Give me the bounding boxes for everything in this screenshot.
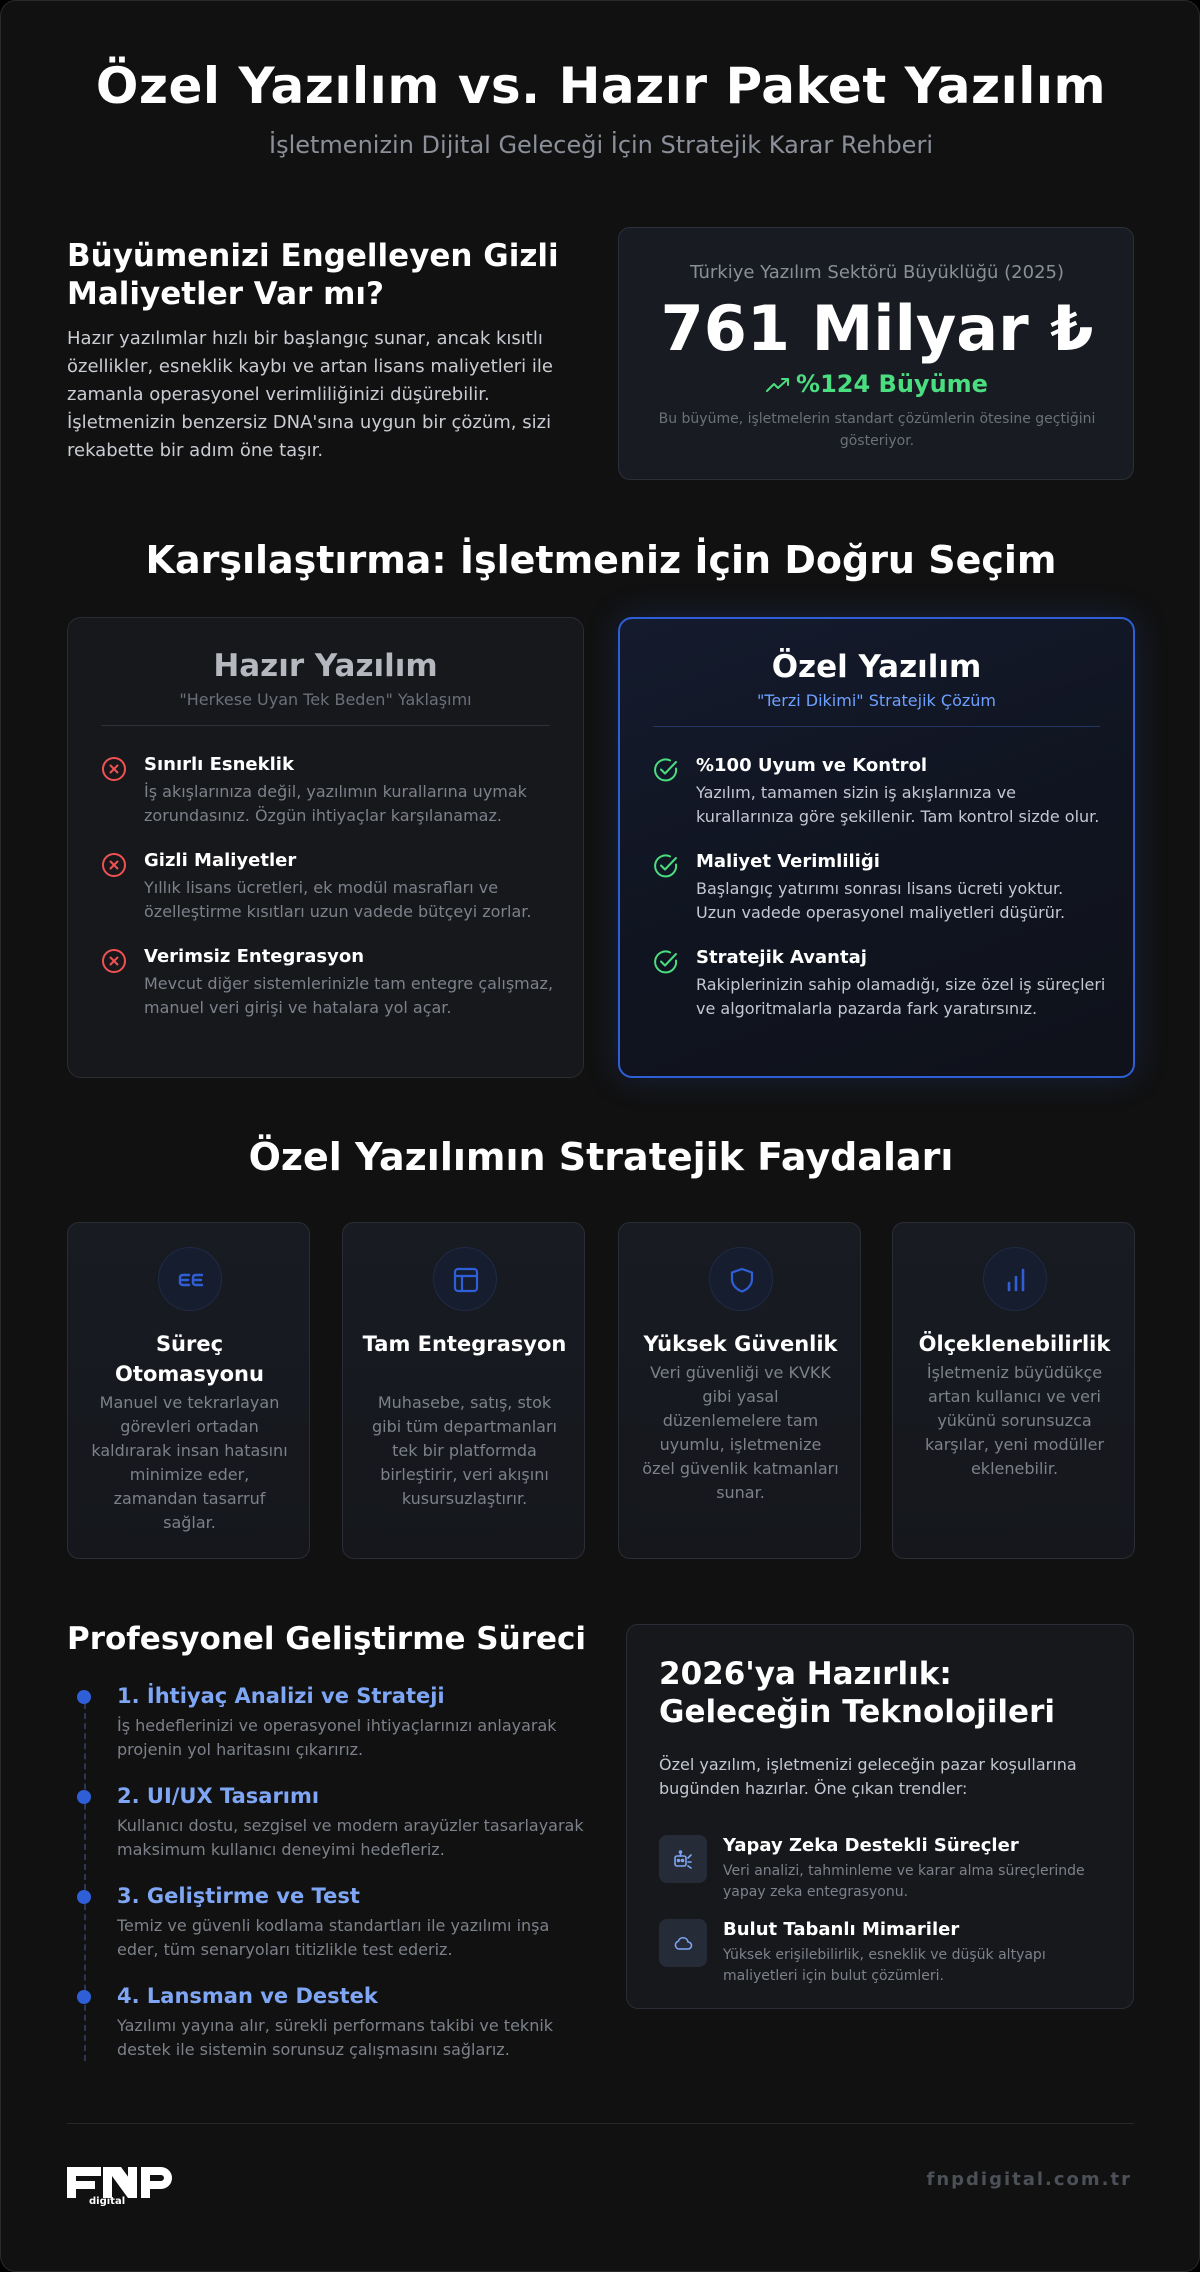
benefit-title: Süreç Otomasyonu xyxy=(115,1332,264,1386)
future-tech-card xyxy=(626,1624,1134,2009)
benefit-icon-badge xyxy=(983,1247,1047,1311)
benefit-icon-badge xyxy=(709,1247,773,1311)
benefit-icon-badge xyxy=(158,1247,222,1311)
future-item-icon-badge xyxy=(659,1835,707,1883)
benefit-title: Ölçeklenebilirlik xyxy=(918,1332,1111,1356)
timeline-dot xyxy=(77,1790,91,1804)
future-item-title: Yapay Zeka Destekli Süreçler xyxy=(723,1835,1019,1856)
process-step-desc: İş hedeflerinizi ve operasyonel ihtiyaçlarınızı anlayarak projenin yol haritasını çıkarırız. xyxy=(117,1716,557,1759)
benefit-card xyxy=(342,1222,585,1559)
market-stat-card xyxy=(618,227,1134,480)
layout-icon xyxy=(452,1266,480,1294)
ready-card-subtitle: "Herkese Uyan Tek Beden" Yaklaşımı xyxy=(179,690,472,709)
comparison-title: Karşılaştırma: İşletmeniz İçin Doğru Seçim xyxy=(145,538,1057,582)
benefit-desc: Manuel ve tekrarlayan görevleri ortadan kaldırarak insan hatasını minimize eder, zamandan tasarruf sağlar. xyxy=(91,1393,288,1532)
automation-icon xyxy=(177,1266,205,1294)
benefit-title: Tam Entegrasyon xyxy=(362,1332,567,1356)
x-circle-icon xyxy=(101,948,127,974)
ready-item-title: Verimsiz Entegrasyon xyxy=(144,946,365,967)
future-item-title: Bulut Tabanlı Mimariler xyxy=(723,1919,960,1940)
benefit-card xyxy=(892,1222,1135,1559)
custom-software-card xyxy=(618,617,1135,1078)
future-title: 2026'ya Hazırlık: Geleceğin Teknolojileri xyxy=(659,1656,1055,1730)
fnp-digital-logo xyxy=(67,2157,177,2211)
stat-note: Bu büyüme, işletmelerin standart çözümlerin ötesine geçtiğini gösteriyor. xyxy=(658,411,1096,449)
page-subtitle: İşletmenizin Dijital Geleceği İçin Stratejik Karar Rehberi xyxy=(269,131,933,159)
custom-card-divider xyxy=(653,726,1100,727)
future-item-desc: Veri analizi, tahminleme ve karar alma süreçlerinde yapay zeka entegrasyonu. xyxy=(723,1863,1085,1900)
ready-card-title: Hazır Yazılım xyxy=(213,648,438,684)
benefits-title: Özel Yazılımın Stratejik Faydaları xyxy=(248,1135,954,1179)
trending-up-icon xyxy=(766,376,790,394)
stat-value: 761 Milyar ₺ xyxy=(660,292,1094,365)
process-step-title: 2. UI/UX Tasarımı xyxy=(117,1784,320,1808)
stat-growth-text: %124 Büyüme xyxy=(796,370,988,398)
process-step-title: 3. Geliştirme ve Test xyxy=(117,1884,360,1908)
process-step-desc: Temiz ve güvenli kodlama standartları ile yazılımı inşa eder, tüm senaryoları titizlikle test ederiz. xyxy=(117,1916,550,1959)
ready-item-desc: Yıllık lisans ücretleri, ek modül masrafları ve özelleştirme kısıtları uzun vadede bütçeyi zorlar. xyxy=(144,878,532,921)
intro-heading: Büyümenizi Engelleyen Gizli Maliyetler Var mı? xyxy=(67,238,559,312)
logo-sub-text: digital xyxy=(89,2196,126,2207)
process-step-desc: Yazılımı yayına alır, sürekli performans takibi ve teknik destek ile sistemin sorunsuz çalışmasını sağlarız. xyxy=(117,2016,554,2059)
check-circle-icon xyxy=(653,853,679,879)
check-circle-icon xyxy=(653,949,679,975)
bar-chart-icon xyxy=(1002,1266,1030,1294)
custom-item-title: Maliyet Verimliliği xyxy=(696,851,880,872)
custom-item-desc: Rakiplerinizin sahip olamadığı, size özel iş süreçleri ve algoritmalarla pazarda fark yaratırsınız. xyxy=(696,975,1106,1018)
ready-software-card xyxy=(67,617,584,1078)
process-step-title: 1. İhtiyaç Analizi ve Strateji xyxy=(117,1684,445,1708)
custom-item-title: %100 Uyum ve Kontrol xyxy=(696,755,928,776)
benefit-title: Yüksek Güvenlik xyxy=(643,1332,838,1356)
shield-icon xyxy=(728,1266,756,1294)
check-circle-icon xyxy=(653,757,679,783)
ready-item-title: Gizli Maliyetler xyxy=(144,850,297,871)
benefit-card xyxy=(67,1222,310,1559)
benefit-desc: Muhasebe, satış, stok gibi tüm departmanları tek bir platformda birleştirir, veri akışını kusursuzlaştırır. xyxy=(372,1393,557,1508)
process-step-desc: Kullanıcı dostu, sezgisel ve modern arayüzler tasarlayarak maksimum kullanıcı deneyimi hedefleriz. xyxy=(117,1816,584,1859)
ready-item-desc: İş akışlarınıza değil, yazılımın kurallarına uymak zorundasınız. Özgün ihtiyaçlar karşılanamaz. xyxy=(144,782,527,825)
ai-robot-icon xyxy=(673,1849,693,1869)
x-circle-icon xyxy=(101,756,127,782)
stat-label: Türkiye Yazılım Sektörü Büyüklüğü (2025) xyxy=(689,262,1065,283)
ready-item-title: Sınırlı Esneklik xyxy=(144,754,294,775)
benefit-desc: Veri güvenliği ve KVKK gibi yasal düzenlemelere tam uyumlu, işletmenize özel güvenlik katmanları sunar. xyxy=(642,1363,839,1502)
process-step-title: 4. Lansman ve Destek xyxy=(117,1984,378,2008)
benefit-icon-badge xyxy=(433,1247,497,1311)
custom-item-desc: Yazılım, tamamen sizin iş akışlarınıza ve kurallarınıza göre şekillenir. Tam kontrol sizde olur. xyxy=(696,783,1100,826)
future-intro: Özel yazılım, işletmenizi geleceğin pazar koşullarına bugünden hazırlar. Öne çıkan trendler: xyxy=(659,1755,1077,1798)
x-circle-icon xyxy=(101,852,127,878)
stat-growth xyxy=(619,370,1135,398)
footer-divider xyxy=(67,2123,1134,2124)
benefit-desc: İşletmeniz büyüdükçe artan kullanıcı ve veri yükünü sorunsuzca karşılar, yeni modüller eklenebilir. xyxy=(924,1363,1105,1478)
process-timeline-line xyxy=(84,1693,86,2061)
footer-domain: fnpdigital.com.tr xyxy=(926,2169,1132,2190)
intro-paragraph: Hazır yazılımlar hızlı bir başlangıç sunar, ancak kısıtlı özellikler, esneklik kaybı ve artan lisans maliyetleri ile zamanla operasyonel verimliliğinizi düşürebilir. İşletmenizin benzersiz DNA'sına uygun bir çözüm, sizi rekabette bir adım öne taşır. xyxy=(67,328,553,461)
cloud-icon xyxy=(673,1933,693,1953)
future-item-desc: Yüksek erişilebilirlik, esneklik ve düşük altyapı maliyetleri için bulut çözümleri. xyxy=(723,1947,1046,1984)
custom-item-desc: Başlangıç yatırımı sonrası lisans ücreti yoktur. Uzun vadede operasyonel maliyetleri düşürür. xyxy=(696,879,1066,922)
custom-card-title: Özel Yazılım xyxy=(771,649,982,685)
future-item-icon-badge xyxy=(659,1919,707,1967)
timeline-dot xyxy=(77,1990,91,2004)
ready-card-divider xyxy=(101,725,550,726)
timeline-dot xyxy=(77,1890,91,1904)
custom-card-subtitle: "Terzi Dikimi" Stratejik Çözüm xyxy=(757,691,996,710)
logo-mark xyxy=(67,2157,177,2207)
ready-item-desc: Mevcut diğer sistemlerinizle tam entegre çalışmaz, manuel veri girişi ve hatalara yol açar. xyxy=(144,974,554,1017)
benefit-card xyxy=(618,1222,861,1559)
custom-item-title: Stratejik Avantaj xyxy=(696,947,867,968)
process-title: Profesyonel Geliştirme Süreci xyxy=(67,1621,587,1657)
page-title: Özel Yazılım vs. Hazır Paket Yazılım xyxy=(95,57,1107,115)
timeline-dot xyxy=(77,1690,91,1704)
